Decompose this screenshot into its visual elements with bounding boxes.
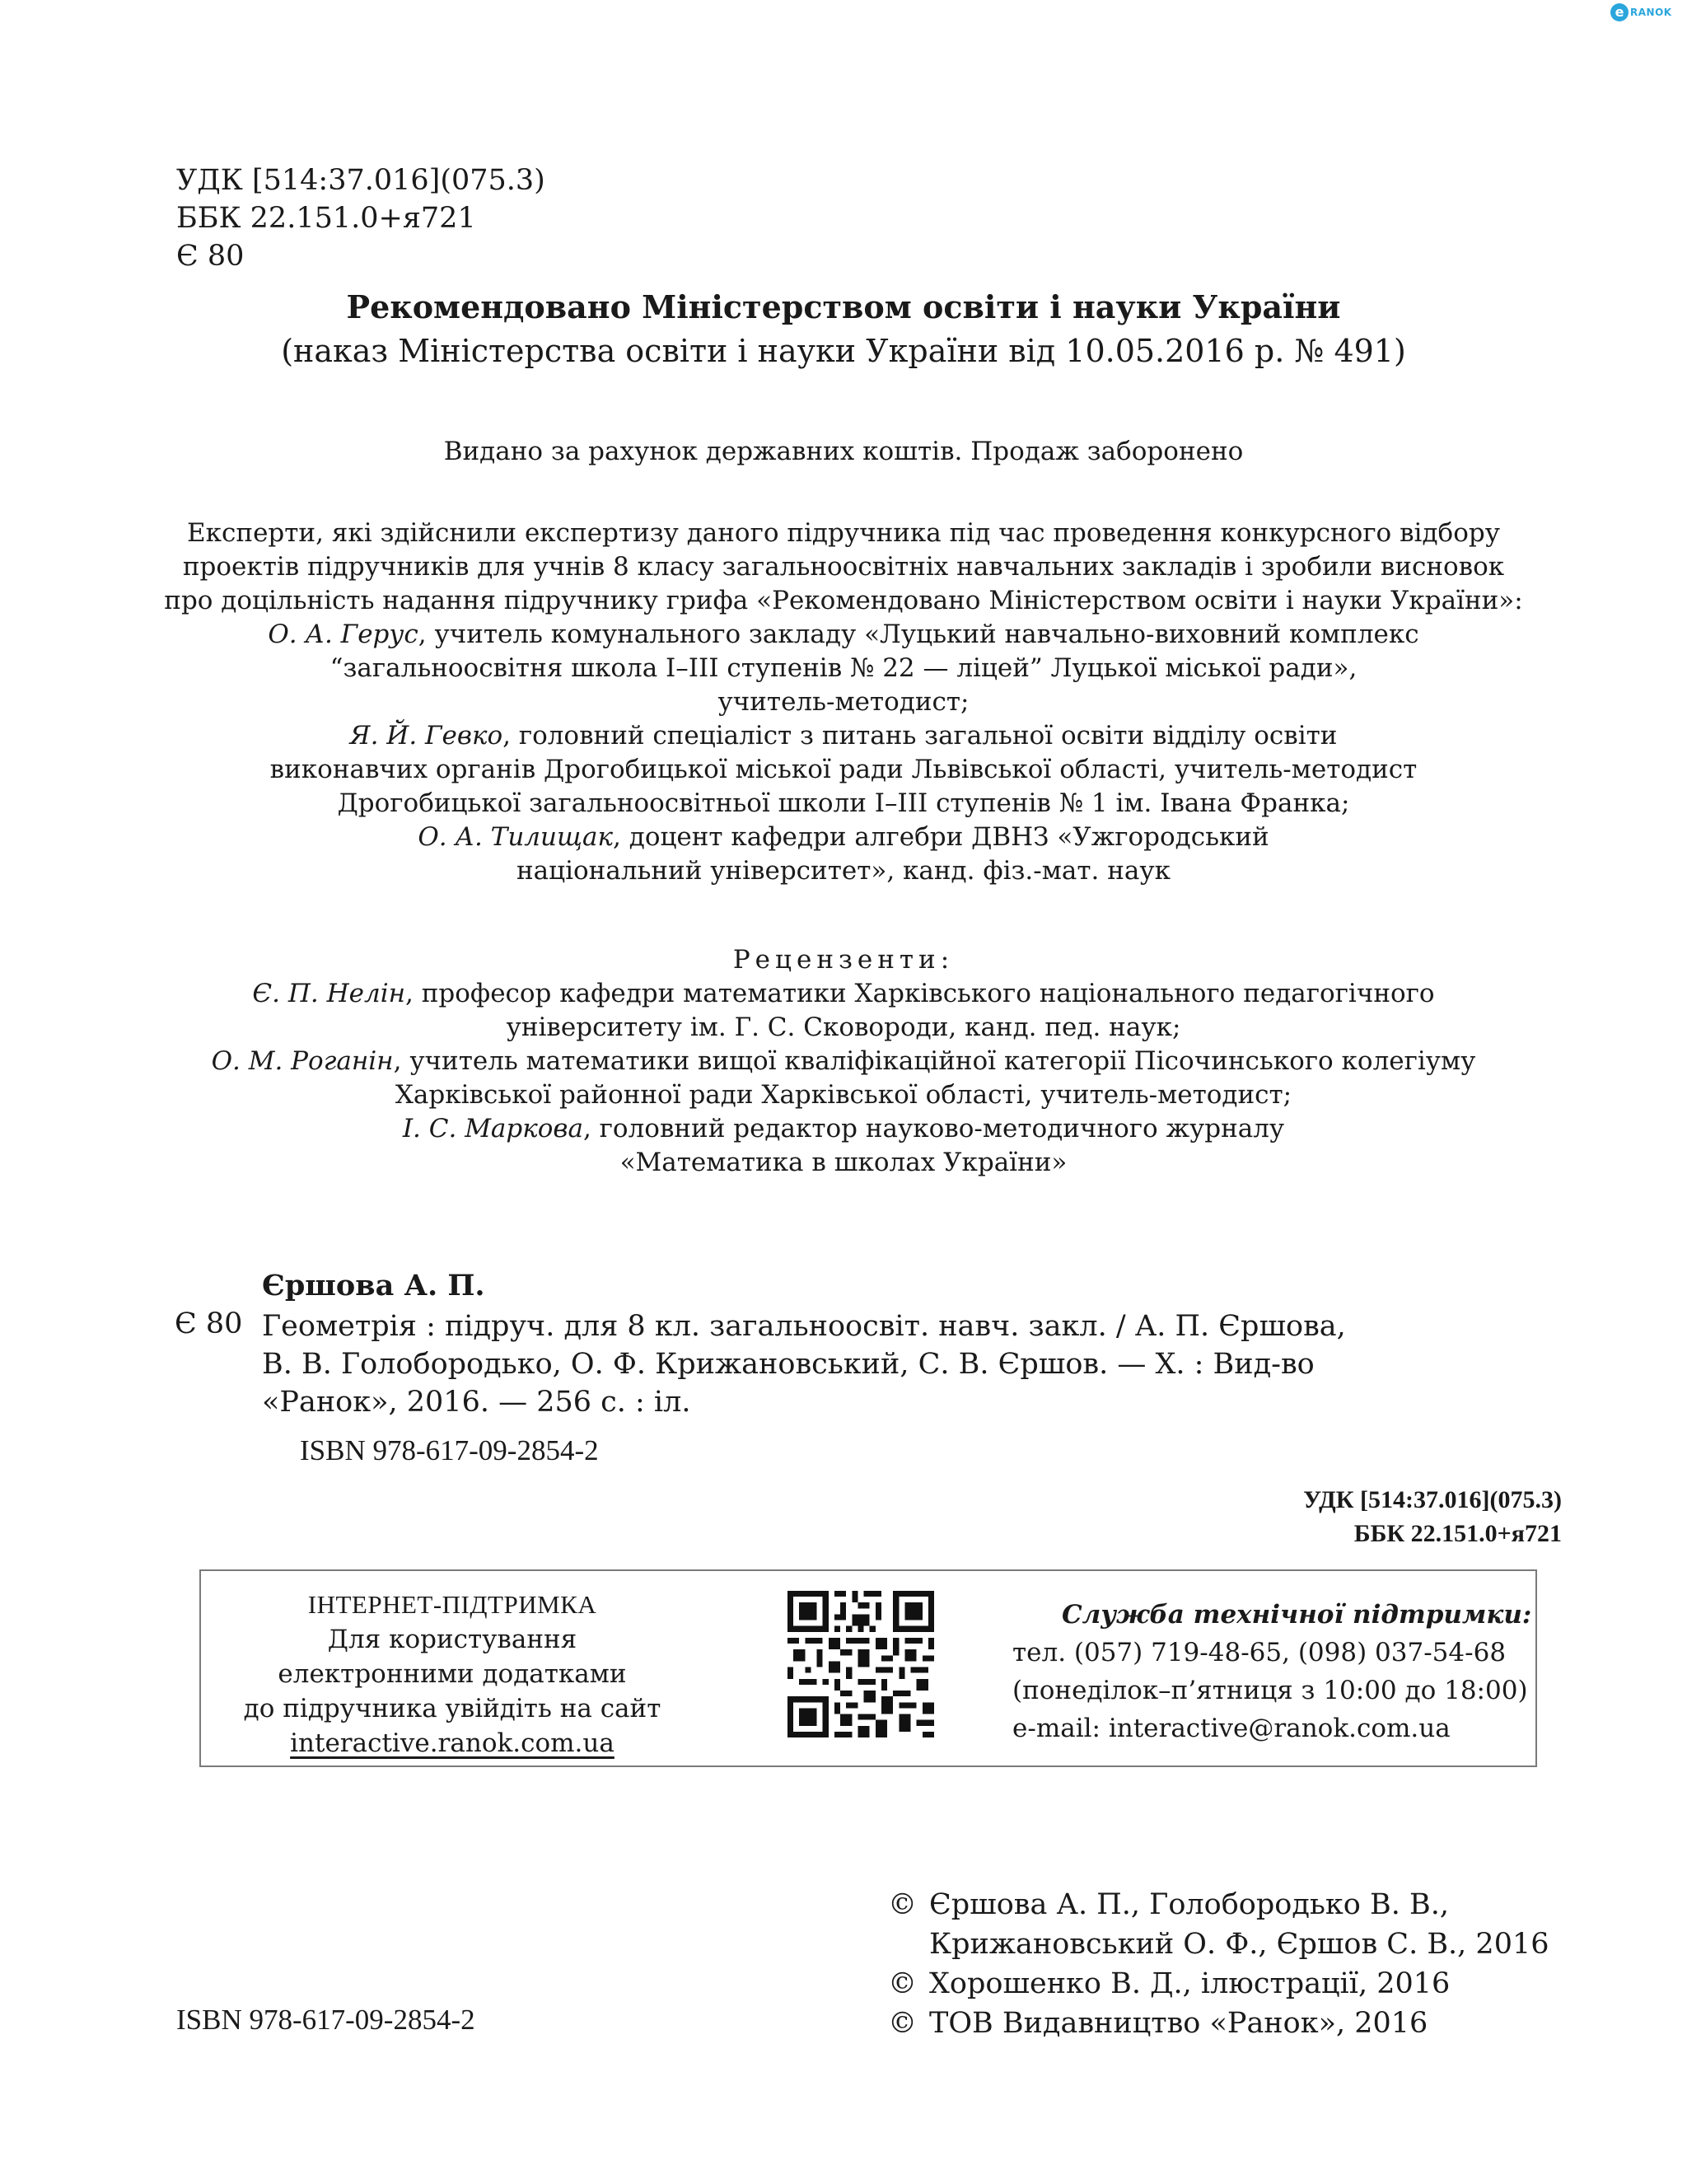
experts-block — [0, 517, 1687, 888]
expert-entry-cont: виконавчих органів Дрогобицької міської ради Львівської області, учитель-методист — [269, 755, 1418, 784]
support-title: ІНТЕРНЕТ-ПІДТРИМКА — [307, 1590, 597, 1619]
tech-support-phone: тел. (057) 719-48-65, (098) 037-54-68 — [1012, 1638, 1507, 1667]
copyright-icon: © — [888, 1888, 917, 1921]
reviewer-name: Є. П. Нелін — [252, 979, 406, 1008]
tech-support-email[interactable]: e-mail: interactive@ranok.com.ua — [1012, 1714, 1451, 1743]
bbk-code-right: ББК 22.151.0+я721 — [1353, 1520, 1562, 1547]
copyright-icon: © — [888, 1967, 917, 2000]
bib-line: «Ранок», 2016. — 256 с. : іл. — [262, 1386, 691, 1419]
support-text-line: до підручника увійдіть на сайт — [243, 1694, 661, 1723]
support-text-line: електронними додатками — [278, 1659, 627, 1689]
copyright-entry: © Єршова А. П., Голобородько В. В., Крижановський О. Ф., Єршов С. В., 2016 — [888, 1885, 1549, 1964]
expert-entry: О. А. Герус, учитель комунального закладу «Луцький навчально-виховний комплекс — [268, 620, 1419, 649]
experts-intro-line: Експерти, які здійснили експертизу даного підручника під час проведення конкурсного відбору — [187, 518, 1500, 548]
experts-intro-line: про доцільність надання підручнику грифа «Рекомендовано Міністерством освіти і науки України»: — [164, 586, 1523, 615]
expert-entry-cont: національний університет», канд. фіз.-мат. наук — [516, 856, 1171, 886]
qr-code-icon[interactable] — [787, 1591, 934, 1737]
bib-author: Єршова А. П. — [262, 1269, 485, 1302]
udk-code-right: УДК [514:37.016](075.3) — [1303, 1486, 1562, 1513]
expert-entry-cont: “загальноосвітня школа І–ІІІ ступенів № 22 — ліцей” Луцької міської ради», — [329, 653, 1358, 683]
expert-name: Я. Й. Гевко — [349, 721, 503, 751]
tech-support-hours: (понеділок–п’ятниця з 10:00 до 18:00) — [1012, 1676, 1528, 1705]
recommendation-title: Рекомендовано Міністерством освіти і науки України — [346, 288, 1341, 325]
reviewer-name: О. М. Роганін — [211, 1046, 394, 1076]
footer-isbn: ISBN 978-617-09-2854-2 — [176, 2004, 475, 2036]
support-site-link[interactable]: interactive.ranok.com.ua — [290, 1728, 615, 1758]
expert-entry-cont: Дрогобицької загальноосвітньої школи І–ІІІ ступенів № 1 ім. Івана Франка; — [337, 788, 1350, 818]
funding-note: Видано за рахунок державних коштів. Продаж заборонено — [443, 437, 1244, 466]
reviewer-entry: Є. П. Нелін, професор кафедри математики Харківського національного педагогічного — [252, 979, 1435, 1008]
experts-intro-line: проектів підручників для учнів 8 класу загальноосвітніх навчальних закладів і зробили висновок — [182, 552, 1505, 582]
tech-support-info — [1012, 1596, 1531, 1747]
reviewers-block — [0, 943, 1687, 1180]
support-info — [201, 1588, 703, 1761]
expert-name: О. А. Тилищак — [418, 822, 614, 852]
expert-entry: О. А. Тилищак, доцент кафедри алгебри ДВНЗ «Ужгородський — [418, 822, 1269, 852]
logo-mark: e — [1610, 3, 1629, 21]
expert-entry-cont: учитель-методист; — [717, 687, 970, 717]
reviewer-entry-cont: «Математика в школах України» — [619, 1148, 1068, 1177]
publisher-logo — [1610, 2, 1687, 25]
reviewer-entry-cont: Харківської районної ради Харківської області, учитель-методист; — [395, 1080, 1292, 1110]
recommendation-order: (наказ Міністерства освіти і науки України від 10.05.2016 р. № 491) — [281, 333, 1406, 369]
tech-support-title: Служба технічної підтримки: — [1062, 1600, 1532, 1630]
reviewer-entry-cont: університету ім. Г. С. Сковороди, канд. пед. наук; — [506, 1012, 1181, 1042]
author-code: Є 80 — [176, 240, 245, 273]
bib-description — [262, 1307, 1346, 1421]
reviewer-entry: І. С. Маркова, головний редактор науково-методичного журналу — [402, 1114, 1285, 1143]
classification-block — [176, 161, 545, 275]
bibliographic-record — [0, 1269, 1687, 1483]
udk-code: УДК [514:37.016](075.3) — [176, 164, 545, 197]
bib-line: Геометрія : підруч. для 8 кл. загальноосвіт. навч. закл. / А. П. Єршова, — [262, 1310, 1346, 1343]
copyright-icon: © — [888, 2007, 917, 2040]
copyright-block — [888, 1885, 1549, 2043]
bib-isbn: ISBN 978-617-09-2854-2 — [300, 1434, 599, 1466]
expert-entry: Я. Й. Гевко, головний спеціаліст з питань загальної освіти відділу освіти — [349, 721, 1338, 751]
bib-code: Є 80 — [175, 1307, 243, 1340]
internet-support-box — [199, 1569, 1537, 1767]
copyright-entry: © Хорошенко В. Д., ілюстрації, 2016 — [888, 1964, 1549, 2004]
classification-right — [1303, 1483, 1562, 1550]
bbk-code: ББК 22.151.0+я721 — [176, 202, 476, 235]
reviewer-entry: О. М. Роганін, учитель математики вищої кваліфікаційної категорії Пісочинського колегіуму — [211, 1046, 1476, 1076]
reviewer-name: І. С. Маркова — [402, 1114, 583, 1143]
support-text-line: Для користування — [327, 1625, 577, 1654]
logo-text: RANOK — [1630, 7, 1672, 18]
expert-name: О. А. Герус — [268, 620, 418, 649]
reviewers-heading: Рецензенти: — [732, 945, 955, 975]
copyright-entry: © ТОВ Видавництво «Ранок», 2016 — [888, 2004, 1549, 2043]
bib-line: В. В. Голобородько, О. Ф. Крижановський, С. В. Єршов. — Х. : Вид-во — [262, 1348, 1315, 1381]
